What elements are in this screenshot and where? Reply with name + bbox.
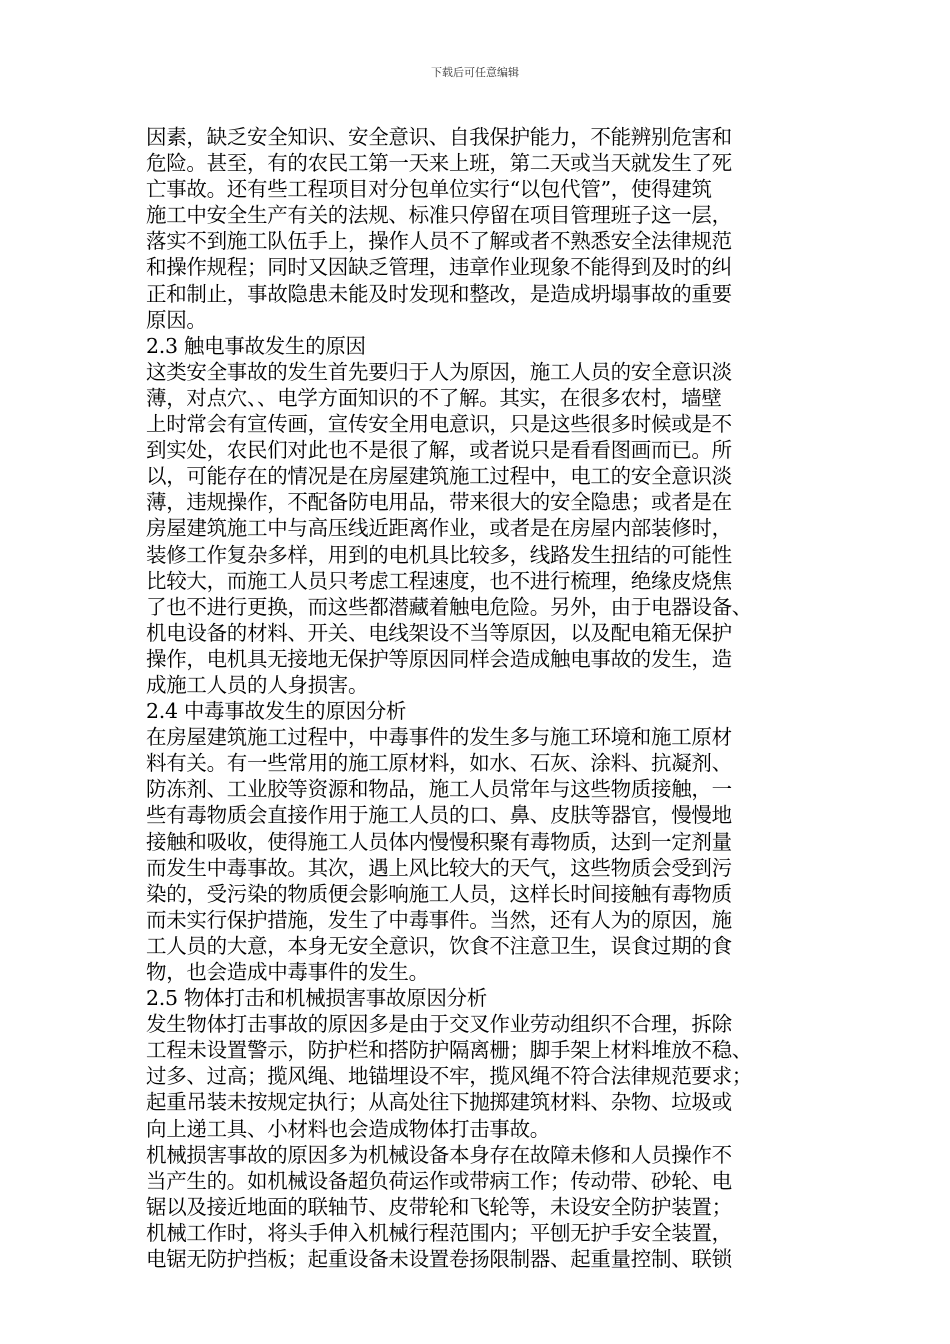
text-line: 薄，对点穴、、电学方面知识的不了解。其实，在很多农村，墙壁: [146, 385, 722, 410]
text-line: 接触和吸收，使得施工人员体内慢慢积聚有毒物质，达到一定剂量: [146, 829, 732, 854]
text-line: 机电设备的材料、开关、电线架设不当等原因，以及配电箱无保护: [146, 620, 732, 645]
text-line: 些有毒物质会直接作用于施工人员的口、鼻、皮肤等器官，慢慢地: [146, 803, 732, 828]
text-line: 房屋建筑施工中与高压线近距离作业，或者是在房屋内部装修时，: [146, 516, 732, 541]
page-header: 下载后可任意编辑: [431, 66, 519, 79]
text-line: 起重吊装未按规定执行；从高处往下抛掷建筑材料、杂物、垃圾或: [146, 1090, 732, 1115]
text-line: 了也不进行更换，而这些都潜藏着触电危险。另外，由于电器设备、: [146, 594, 752, 619]
text-line: 正和制止，事故隐患未能及时发现和整改，是造成坍塌事故的重要: [146, 281, 732, 306]
document-body: [146, 124, 810, 1272]
text-line: 在房屋建筑施工过程中，中毒事件的发生多与施工环境和施工原材: [146, 725, 732, 750]
text-line: 工人员的大意，本身无安全意识，饮食不注意卫生，误食过期的食: [146, 933, 732, 958]
text-line: 向上递工具、小材料也会造成物体打击事故。: [146, 1116, 550, 1141]
text-line: 物，也会造成中毒事件的发生。: [146, 960, 429, 984]
text-line: 危险。甚至，有的农民工第一天来上班，第二天或当天就发生了死: [146, 151, 732, 176]
text-line: 染的，受污染的物质便会影响施工人员，这样长时间接触有毒物质: [146, 881, 732, 906]
section-heading: 2.4 中毒事故发生的原因分析: [146, 699, 407, 724]
text-line: 电锯无防护挡板；起重设备未设置卷扬限制器、起重量控制、联锁: [146, 1247, 732, 1272]
text-line: 亡事故。还有些工程项目对分包单位实行“以包代管”，使得建筑: [146, 177, 712, 202]
section-heading: 2.5 物体打击和机械损害事故原因分析: [146, 986, 487, 1011]
text-line: 机械工作时，将头手伸入机械行程范围内；平刨无护手安全装置，: [146, 1220, 732, 1245]
text-line: 以，可能存在的情况是在房屋建筑施工过程中，电工的安全意识淡: [146, 464, 732, 489]
text-line: 过多、过高；揽风绳、地锚埋设不牢，揽风绳不符合法律规范要求；: [146, 1064, 752, 1089]
text-line: 发生物体打击事故的原因多是由于交叉作业劳动组织不合理，拆除: [146, 1012, 732, 1037]
text-line: 料有关。有一些常用的施工原材料，如水、石灰、涂料、抗凝剂、: [146, 751, 732, 776]
text-line: 操作，电机具无接地无保护等原因同样会造成触电事故的发生，造: [146, 646, 732, 671]
text-line: 和操作规程；同时又因缺乏管理，违章作业现象不能得到及时的纠: [146, 255, 732, 280]
text-line: 因素，缺乏安全知识、安全意识、自我保护能力，不能辨别危害和: [146, 125, 732, 149]
text-line: 落实不到施工队伍手上，操作人员不了解或者不熟悉安全法律规范: [146, 229, 732, 254]
text-line: 这类安全事故的发生首先要归于人为原因，施工人员的安全意识淡: [146, 359, 732, 384]
text-line: 工程未设置警示，防护栏和搭防护隔离栅；脚手架上材料堆放不稳、: [146, 1038, 752, 1063]
text-line: 当产生的。如机械设备超负荷运作或带病工作；传动带、砂轮、电: [146, 1168, 732, 1193]
text-line: 到实处，农民们对此也不是很了解，或者说只是看看图画而已。所: [146, 438, 732, 463]
text-line: 机械损害事故的原因多为机械设备本身存在故障未修和人员操作不: [146, 1142, 732, 1167]
text-line: 锯以及接近地面的联轴节、皮带轮和飞轮等，未设安全防护装置；: [146, 1194, 732, 1219]
text-line: 防冻剂、工业胶等资源和物品，施工人员常年与这些物质接触，一: [146, 777, 732, 802]
text-line: 薄，违规操作，不配备防电用品，带来很大的安全隐患；或者是在: [146, 490, 732, 515]
text-line: 比较大，而施工人员只考虑工程速度，也不进行梳理，绝缘皮烧焦: [146, 568, 732, 593]
text-line: 上时常会有宣传画，宣传安全用电意识，只是这些很多时候或是不: [146, 412, 732, 437]
text-line: 而未实行保护措施，发生了中毒事件。当然，还有人为的原因，施: [146, 907, 732, 932]
text-line: 原因。: [146, 307, 207, 332]
text-line: 而发生中毒事故。其次，遇上风比较大的天气，这些物质会受到污: [146, 855, 732, 880]
text-line: 成施工人员的人身损害。: [146, 672, 369, 697]
section-heading: 2.3 触电事故发生的原因: [146, 333, 366, 358]
text-line: 装修工作复杂多样，用到的电机具比较多，线路发生扭结的可能性: [146, 542, 732, 567]
text-line: 施工中安全生产有关的法规、标准只停留在项目管理班子这一层，: [146, 203, 732, 228]
